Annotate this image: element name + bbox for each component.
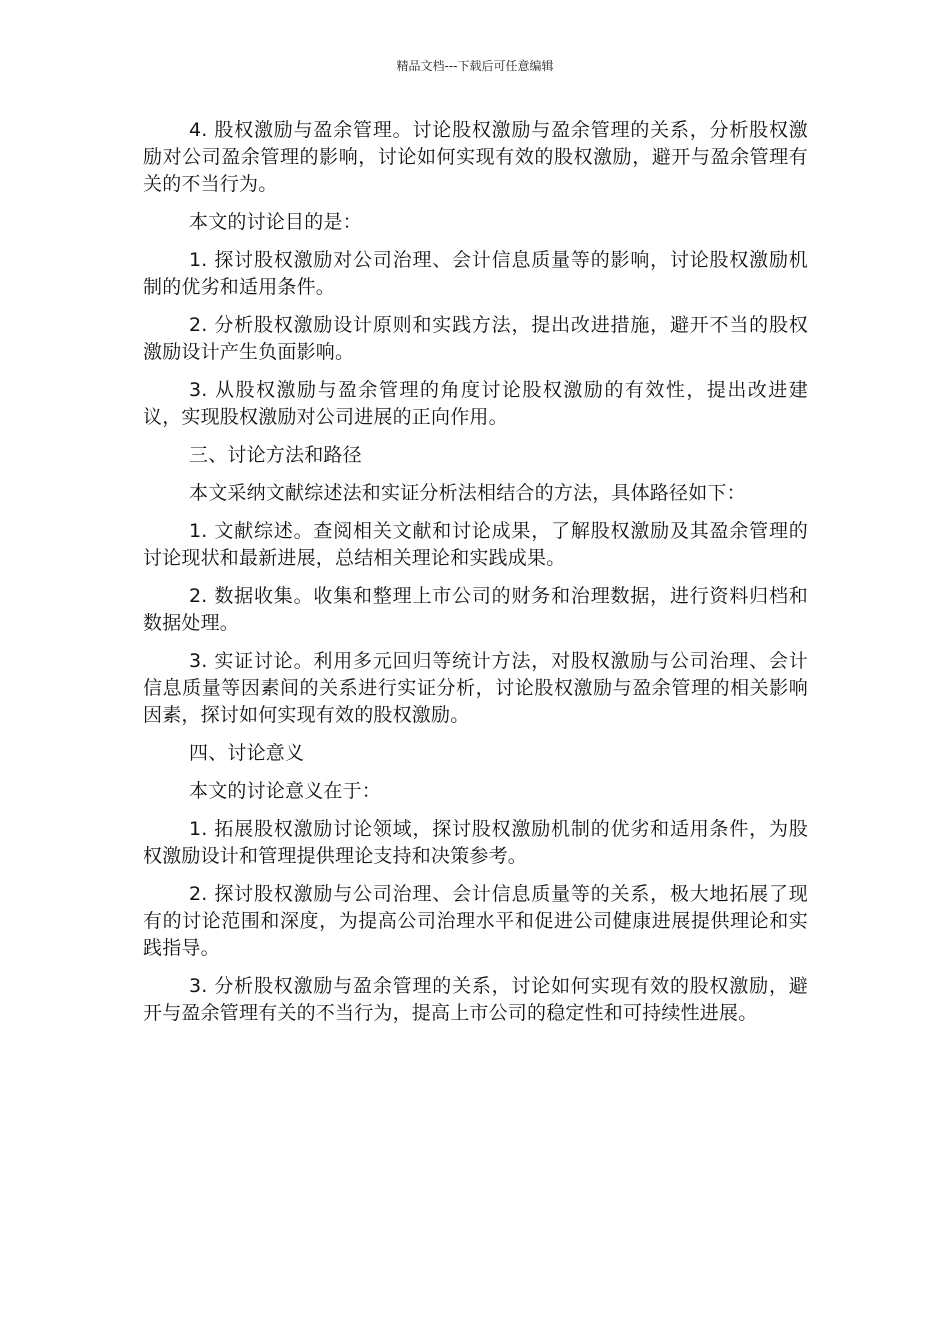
- paragraph-method-3: 3. 实证讨论。利用多元回归等统计方法，对股权激励与公司治理、会计信息质量等因素间的关系进行实证分析，讨论股权激励与盈余管理的相关影响因素，探讨如何实现有效的股权激励。: [143, 650, 808, 726]
- paragraph-method-2: 2. 数据收集。收集和整理上市公司的财务和治理数据，进行资料归档和数据处理。: [143, 585, 808, 634]
- paragraph-significance-1: 1. 拓展股权激励讨论领域，探讨股权激励机制的优劣和适用条件，为股权激励设计和管理提供理论支持和决策参考。: [143, 818, 808, 867]
- paragraph-purpose-intro: 本文的讨论目的是：: [189, 211, 362, 233]
- document-body: [143, 117, 808, 1038]
- paragraph-significance-3: 3. 分析股权激励与盈余管理的关系，讨论如何实现有效的股权激励，避开与盈余管理有关的不当行为，提高上市公司的稳定性和可持续性进展。: [143, 975, 808, 1024]
- section-heading-methods: 三、讨论方法和路径: [189, 444, 362, 466]
- paragraph-methods-intro: 本文采纳文献综述法和实证分析法相结合的方法，具体路径如下：: [189, 482, 746, 504]
- paragraph-purpose-2: 2. 分析股权激励设计原则和实践方法，提出改进措施，避开不当的股权激励设计产生负面影响。: [143, 314, 808, 363]
- paragraph-equity-earnings: 4. 股权激励与盈余管理。讨论股权激励与盈余管理的关系，分析股权激励对公司盈余管理的影响，讨论如何实现有效的股权激励，避开与盈余管理有关的不当行为。: [143, 119, 808, 195]
- section-heading-significance: 四、讨论意义: [189, 742, 305, 764]
- paragraph-purpose-1: 1. 探讨股权激励对公司治理、会计信息质量等的影响，讨论股权激励机制的优劣和适用条件。: [143, 249, 808, 298]
- page-header: 精品文档---下载后可任意编辑: [396, 59, 554, 73]
- paragraph-significance-intro: 本文的讨论意义在于：: [189, 780, 382, 802]
- paragraph-significance-2: 2. 探讨股权激励与公司治理、会计信息质量等的关系，极大地拓展了现有的讨论范围和深度，为提高公司治理水平和促进公司健康进展提供理论和实践指导。: [143, 883, 808, 959]
- paragraph-method-1: 1. 文献综述。查阅相关文献和讨论成果，了解股权激励及其盈余管理的讨论现状和最新进展，总结相关理论和实践成果。: [143, 520, 808, 569]
- paragraph-purpose-3: 3. 从股权激励与盈余管理的角度讨论股权激励的有效性，提出改进建议，实现股权激励对公司进展的正向作用。: [143, 379, 808, 428]
